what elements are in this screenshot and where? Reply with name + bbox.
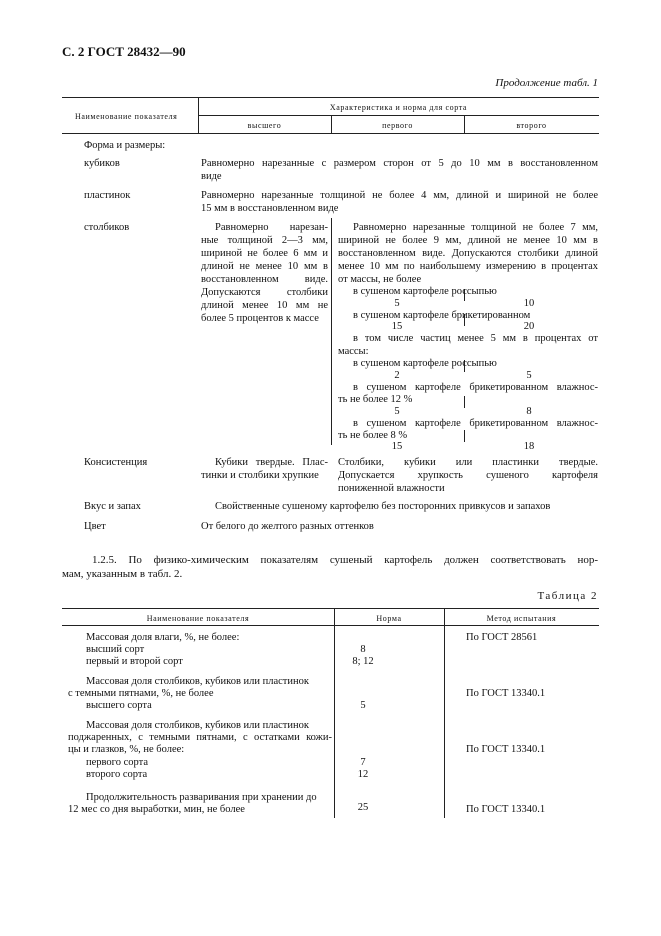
table2-header-bottom-rule <box>62 625 599 626</box>
row-text: длиной менее 10 мм не <box>201 300 328 311</box>
row-name: пластинок <box>84 190 131 201</box>
row-text: восстановленном виде. <box>201 274 328 285</box>
row-text: 15 мм в восстановленном виде <box>201 203 339 214</box>
row-text: Равномерно нарезан- <box>215 222 328 233</box>
table-continuation-label: Продолжение табл. 1 <box>495 77 598 89</box>
table2-norm: 8; 12 <box>352 656 374 667</box>
table2-text: Продолжительность разваривания при хранении до <box>86 792 317 803</box>
value-cell: 5 <box>394 298 400 309</box>
row-text: массы: <box>338 346 369 357</box>
value-cell: 5 <box>394 406 400 417</box>
table1-top-rule <box>62 97 599 98</box>
row-text: в сушеном картофеле брикетированном влажнос- <box>353 418 598 429</box>
table2-method: По ГОСТ 13340.1 <box>466 744 546 755</box>
table1-body-divider <box>331 218 332 445</box>
grade-header: высшего <box>247 121 282 130</box>
row-text: ные толщиной 2—3 мм, <box>201 235 328 246</box>
table2-method: По ГОСТ 13340.1 <box>466 688 546 699</box>
row-name: Вкус и запах <box>84 501 141 512</box>
row-text: от массы, не более <box>338 274 422 285</box>
table2-text: 12 мес со дня выработки, мин, не более <box>68 804 245 815</box>
row-text: От белого до желтого разных оттенков <box>201 521 374 532</box>
row-text: ть не более 8 % <box>338 430 408 441</box>
row-name: кубиков <box>84 158 120 169</box>
value-cell: 15 <box>391 441 403 452</box>
row-text: Равномерно нарезанные толщиной не более 4 мм, длиной и шириной не более <box>201 190 598 201</box>
row-text: ть не более 12 % <box>338 394 413 405</box>
row-text: в сушеном картофеле россыпью <box>353 358 497 369</box>
table2-method: По ГОСТ 13340.1 <box>466 804 546 815</box>
row-text: Кубики твердые. Плас- <box>215 457 328 468</box>
value-cell: 5 <box>526 370 532 381</box>
row-text: тинки и столбики хрупкие <box>201 470 319 481</box>
table1-value-tick <box>464 430 465 442</box>
value-cell: 2 <box>394 370 400 381</box>
row-text: длиной не менее 10 мм в <box>201 261 328 272</box>
table2-header: Норма <box>376 614 402 623</box>
table2-caption: Таблица 2 <box>537 590 598 602</box>
row-text: Допускается хрупкость сушеного картофеля <box>338 470 598 481</box>
row-text: более 5 процентов к массе <box>201 313 319 324</box>
row-text: виде <box>201 171 222 182</box>
table1-header-bottom-rule <box>62 133 599 134</box>
row-text: шириной не более 9 мм, длиной не менее 10 мм в <box>338 235 598 246</box>
row-text: в том числе частиц менее 5 мм в процентах от <box>353 333 598 344</box>
value-cell: 8 <box>526 406 532 417</box>
row-text: в сушеном картофеле брикетированном влажнос- <box>353 382 598 393</box>
table2-text: первый и второй сорт <box>86 656 183 667</box>
value-cell: 15 <box>391 321 403 332</box>
table2-norm: 5 <box>360 700 366 711</box>
table2-text: высший сорт <box>86 644 145 655</box>
form-label: Форма и размеры: <box>84 140 166 151</box>
table1-col-header: Наименование показателя <box>75 112 178 121</box>
table2-text: с темными пятнами, %, не более <box>68 688 214 699</box>
table2-text: Массовая доля столбиков, кубиков или пластинок <box>86 720 309 731</box>
grade-header: первого <box>382 121 413 130</box>
row-text: Столбики, кубики или пластинки твердые. <box>338 457 598 468</box>
table2-text: Массовая доля влаги, %, не более: <box>86 632 240 643</box>
table2-top-rule <box>62 608 599 609</box>
table2-text: второго сорта <box>86 769 148 780</box>
row-text: Свойственные сушеному картофелю без посторонних привкусов и запахов <box>215 501 551 512</box>
table2-text: Массовая доля столбиков, кубиков или пластинок <box>86 676 309 687</box>
table2-header: Наименование показателя <box>146 614 250 623</box>
row-text: менее 10 мм по наибольшему измерению в процентах <box>338 261 598 272</box>
row-text: пониженной влажности <box>338 483 445 494</box>
table2-text: цы и глазков, %, не более: <box>68 744 185 755</box>
page-header: С. 2 ГОСТ 28432—90 <box>62 44 186 59</box>
table2-text: первого сорта <box>86 757 148 768</box>
table2-header: Метод испытания <box>486 614 557 623</box>
row-text: в сушеном картофеле россыпью <box>353 286 497 297</box>
table2-col-divider <box>334 608 335 818</box>
row-text: Равномерно нарезанные с размером сторон от 5 до 10 мм в восстановленном <box>201 158 598 169</box>
table2-norm: 7 <box>360 757 366 768</box>
row-text: восстановленном виде. Допускаются столбики длиной <box>338 248 598 259</box>
grade-header: второго <box>516 121 547 130</box>
table2-text: поджаренных, с темными пятнами, с остатками кожи- <box>68 732 332 743</box>
row-name: Цвет <box>84 521 106 532</box>
table1-group-rule <box>198 115 599 116</box>
table2-text: высшего сорта <box>86 700 152 711</box>
table2-method: По ГОСТ 28561 <box>466 632 538 643</box>
value-cell: 10 <box>523 298 535 309</box>
row-text: в сушеном картофеле брикетированном <box>353 310 531 321</box>
value-cell: 18 <box>523 441 535 452</box>
row-text: Допускаются столбики <box>201 287 328 298</box>
table1-group-header: Характеристика и норма для сорта <box>329 103 468 112</box>
table2-norm: 25 <box>357 802 369 813</box>
table2-norm: 12 <box>357 769 369 780</box>
table2-col-divider <box>444 608 445 818</box>
value-cell: 20 <box>523 321 535 332</box>
table2-norm: 8 <box>360 644 366 655</box>
paragraph-line: 1.2.5. По физико-химическим показателям сушеный картофель должен соответствовать нор- <box>92 554 598 566</box>
row-text: шириной не более 6 мм и <box>201 248 328 259</box>
row-name: Консистенция <box>84 457 148 468</box>
row-name: столбиков <box>84 222 130 233</box>
paragraph-line: мам, указанным в табл. 2. <box>62 568 183 580</box>
table1-value-tick <box>464 396 465 408</box>
row-text: Равномерно нарезанные толщиной не более 7 мм, <box>353 222 598 233</box>
